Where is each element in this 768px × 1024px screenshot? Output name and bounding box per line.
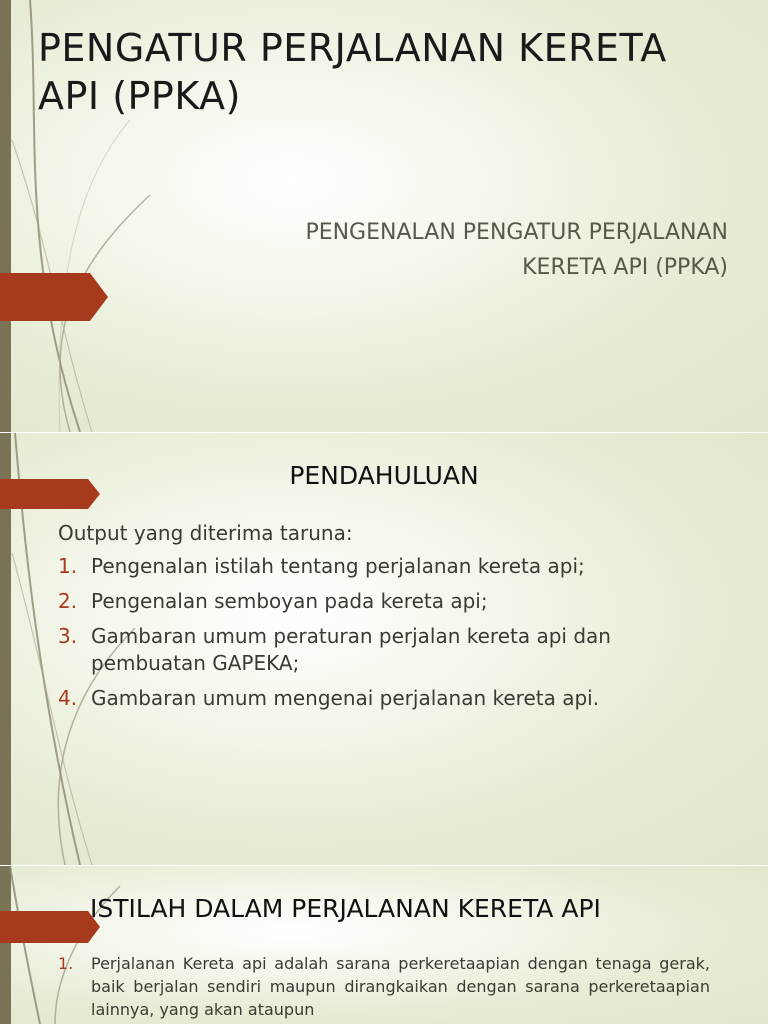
terms-slide: [0, 866, 768, 1024]
list-text: Gambaran umum peraturan perjalan kereta api dan pembuatan GAPEKA;: [91, 624, 611, 675]
introduction-slide: [0, 433, 768, 865]
slide-heading: PENDAHULUAN: [289, 461, 479, 490]
output-list: [58, 553, 718, 720]
list-number: 2.: [58, 589, 78, 613]
list-text: Gambaran umum mengenai perjalanan kereta api.: [91, 686, 600, 710]
list-item: [58, 685, 718, 712]
list-item: [58, 588, 718, 615]
list-text: Pengenalan semboyan pada kereta api;: [91, 589, 488, 613]
list-text: Perjalanan Kereta api adalah sarana perkeretaapian dengan tenaga gerak, baik berjalan sendiri maupun dirangkaikan dengan sarana perkeretaapian lainnya, yang akan ataupun: [91, 954, 710, 1019]
slide-subtitle: [168, 215, 728, 285]
slide-heading: ISTILAH DALAM PERJALANAN KERETA API: [90, 894, 601, 923]
subtitle-line-2: KERETA API (PPKA): [522, 255, 728, 280]
list-number: 1.: [58, 554, 78, 578]
list-number: 3.: [58, 624, 78, 648]
title-slide: [0, 0, 768, 432]
intro-text: Output yang diterima taruna:: [58, 521, 353, 545]
list-text: Pengenalan istilah tentang perjalanan kereta api;: [91, 554, 585, 578]
terms-list: [58, 952, 710, 1021]
arrow-marker-icon: [0, 273, 110, 321]
slide-title: PENGATUR PERJALANAN KERETA API (PPKA): [38, 26, 667, 118]
subtitle-line-1: PENGENALAN PENGATUR PERJALANAN: [305, 220, 728, 245]
arrow-marker-icon: [0, 911, 102, 943]
list-number: 4.: [58, 686, 78, 710]
list-item: [58, 952, 710, 1021]
list-number: 1.: [58, 954, 74, 973]
list-item: [58, 623, 718, 677]
list-item: [58, 553, 718, 580]
